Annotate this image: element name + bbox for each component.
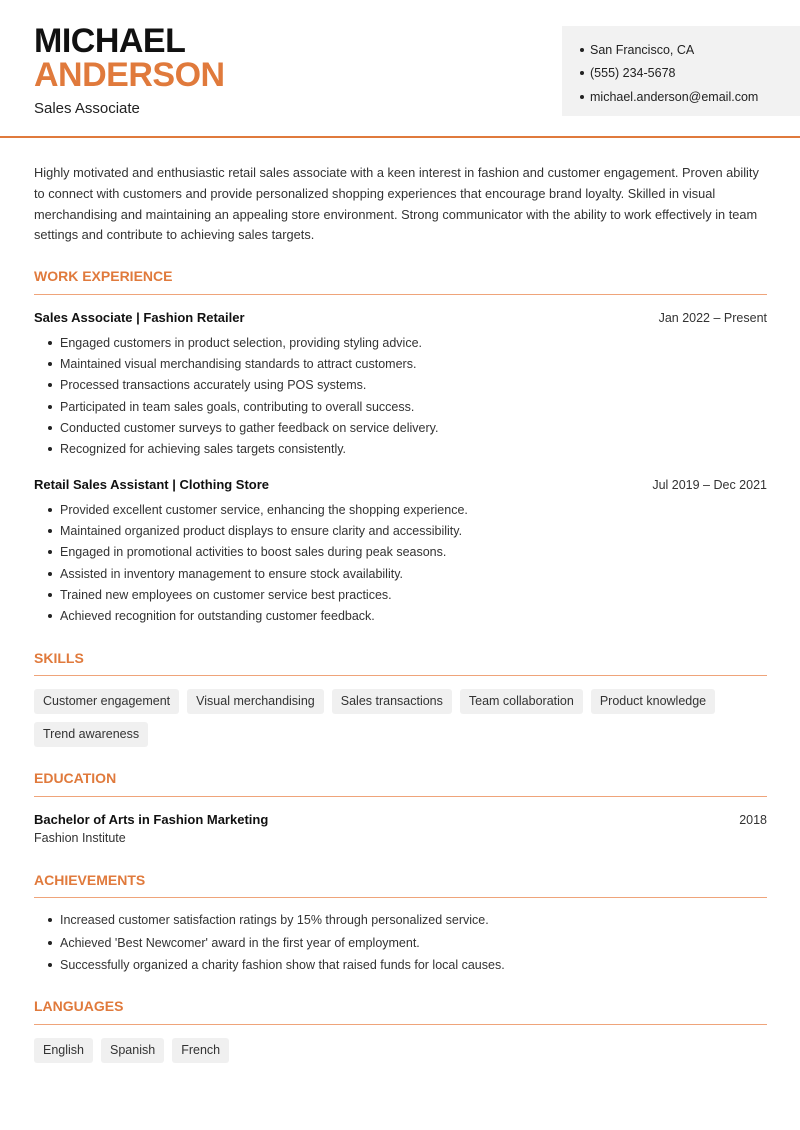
bullet-icon — [48, 529, 52, 533]
list-item-text: Achieved 'Best Newcomer' award in the first year of employment. — [60, 935, 420, 950]
bullet-icon — [48, 383, 52, 387]
list-item-text: Maintained visual merchandising standards to attract customers. — [60, 356, 417, 371]
job-role: Sales Associate | Fashion Retailer — [34, 310, 245, 325]
list-item — [34, 542, 767, 563]
list-item — [34, 932, 767, 955]
first-name: MICHAEL — [34, 22, 186, 60]
bullet-icon — [48, 941, 52, 945]
list-item — [34, 353, 767, 374]
languages-tags — [34, 1038, 767, 1063]
list-item-text: Increased customer satisfaction ratings by 15% through personalized service. — [60, 913, 489, 928]
list-item — [34, 954, 767, 977]
bullet-icon — [48, 614, 52, 618]
list-item — [34, 605, 767, 626]
list-item — [34, 909, 767, 932]
list-item-text: Provided excellent customer service, enhancing the shopping experience. — [60, 502, 468, 517]
last-name: ANDERSON — [34, 56, 225, 94]
bullet-icon — [48, 572, 52, 576]
contact-phone-text: (555) 234-5678 — [590, 66, 676, 81]
list-item-text: Processed transactions accurately using POS systems. — [60, 378, 367, 393]
skill-tag: Trend awareness — [34, 722, 148, 747]
job-date: Jan 2022 – Present — [658, 311, 767, 325]
list-item-text: Maintained organized product displays to ensure clarity and accessibility. — [60, 523, 463, 538]
language-tag: French — [172, 1038, 229, 1063]
summary-paragraph: Highly motivated and enthusiastic retail sales associate with a keen interest in fashion and customer engagement. Proven ability to connect with customers and provide personalized shopping experiences that encourage brand loyalty. Skilled in visual merchandising and maintaining an appealing store environment. Strong communicator with the ability to work effectively in team settings and contribute to achieving sales targets. — [34, 165, 759, 243]
contact-box — [562, 26, 800, 116]
contact-location — [580, 38, 800, 62]
skill-tag: Customer engagement — [34, 689, 179, 714]
bullet-icon — [48, 426, 52, 430]
language-tag: Spanish — [101, 1038, 164, 1063]
list-item-text: Conducted customer surveys to gather feedback on service delivery. — [60, 420, 439, 435]
list-item — [34, 584, 767, 605]
section-divider — [34, 796, 767, 797]
job-role: Retail Sales Assistant | Clothing Store — [34, 477, 270, 492]
contact-email-text: michael.anderson@email.com — [590, 89, 759, 104]
list-item — [34, 417, 767, 438]
education-institution: Fashion Institute — [34, 831, 126, 845]
job-header — [34, 310, 767, 325]
bullet-icon — [48, 918, 52, 922]
section-title-skills: SKILLS — [34, 650, 84, 666]
list-item — [34, 332, 767, 353]
job-bullets — [34, 332, 767, 460]
bullet-icon — [48, 550, 52, 554]
list-item-text: Successfully organized a charity fashion show that raised funds for local causes. — [60, 958, 505, 973]
skill-tag: Sales transactions — [332, 689, 452, 714]
section-title-languages: LANGUAGES — [34, 998, 124, 1014]
contact-phone — [580, 62, 800, 86]
list-item — [34, 375, 767, 396]
bullet-icon — [580, 71, 584, 75]
list-item-text: Assisted in inventory management to ensure stock availability. — [60, 566, 403, 581]
skill-tag: Team collaboration — [460, 689, 583, 714]
skill-tag: Product knowledge — [591, 689, 715, 714]
list-item-text: Engaged customers in product selection, providing styling advice. — [60, 335, 423, 350]
contact-email — [580, 85, 800, 109]
job-bullets — [34, 499, 767, 627]
list-item — [34, 499, 767, 520]
resume-header — [0, 0, 800, 138]
list-item-text: Trained new employees on customer service best practices. — [60, 587, 392, 602]
section-divider — [34, 294, 767, 295]
bullet-icon — [48, 508, 52, 512]
bullet-icon — [48, 447, 52, 451]
contact-location-text: San Francisco, CA — [590, 42, 695, 57]
section-divider — [34, 675, 767, 676]
education-degree: Bachelor of Arts in Fashion Marketing — [34, 812, 269, 827]
language-tag: English — [34, 1038, 93, 1063]
achievements-list — [34, 909, 767, 977]
section-title-achievements: ACHIEVEMENTS — [34, 872, 146, 888]
bullet-icon — [580, 48, 584, 52]
education-year: 2018 — [739, 813, 767, 827]
bullet-icon — [48, 362, 52, 366]
job-title: Sales Associate — [34, 100, 140, 117]
section-divider — [34, 1024, 767, 1025]
bullet-icon — [48, 593, 52, 597]
bullet-icon — [48, 405, 52, 409]
list-item-text: Participated in team sales goals, contributing to overall success. — [60, 399, 415, 414]
list-item-text: Achieved recognition for outstanding customer feedback. — [60, 609, 375, 624]
list-item — [34, 563, 767, 584]
section-title-work-experience: WORK EXPERIENCE — [34, 268, 173, 284]
job-header — [34, 477, 767, 492]
skill-tag: Visual merchandising — [187, 689, 324, 714]
list-item-text: Engaged in promotional activities to boost sales during peak seasons. — [60, 545, 447, 560]
list-item — [34, 438, 767, 459]
skills-tags — [34, 689, 767, 747]
section-divider — [34, 897, 767, 898]
bullet-icon — [48, 341, 52, 345]
list-item — [34, 396, 767, 417]
job-date: Jul 2019 – Dec 2021 — [652, 478, 767, 492]
education-header — [34, 812, 767, 827]
list-item-text: Recognized for achieving sales targets consistently. — [60, 442, 347, 457]
section-title-education: EDUCATION — [34, 770, 117, 786]
bullet-icon — [48, 963, 52, 967]
bullet-icon — [580, 95, 584, 99]
list-item — [34, 520, 767, 541]
